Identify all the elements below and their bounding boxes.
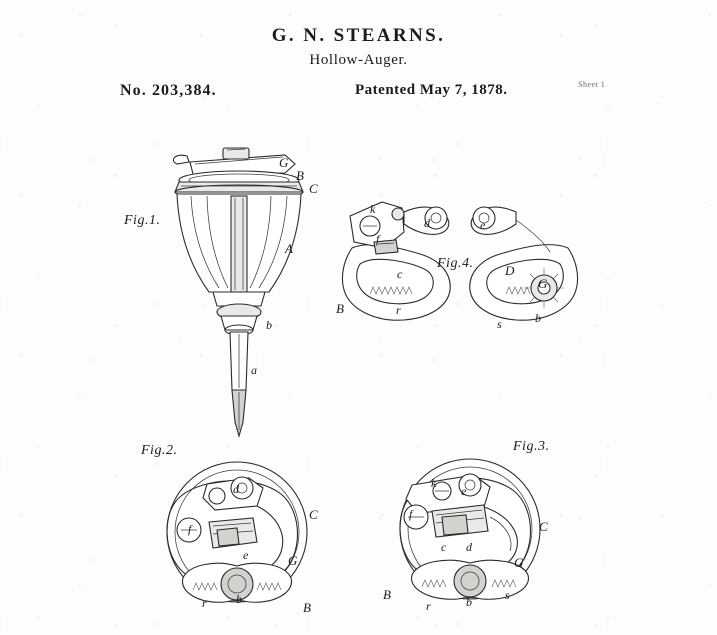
callout-fig4-k: k bbox=[370, 202, 376, 216]
callout-fig4-f: f bbox=[376, 232, 380, 246]
callout-fig3-k: k bbox=[431, 476, 437, 490]
callout-fig2-b: b bbox=[236, 592, 242, 606]
callout-fig3-f: f bbox=[409, 507, 413, 521]
callout-fig2-e: e bbox=[243, 548, 249, 562]
callout-fig4-s: s bbox=[497, 317, 502, 331]
callout-fig4-e: e bbox=[480, 218, 486, 232]
figure-3-drawing bbox=[378, 455, 568, 630]
callout-fig1-G: G bbox=[279, 155, 289, 170]
callout-fig2-f: f bbox=[188, 522, 192, 536]
callout-fig1-B: B bbox=[296, 168, 304, 183]
callout-fig3-B: B bbox=[383, 587, 391, 602]
figure-4-label: Fig.4. bbox=[437, 256, 474, 271]
callout-fig4-b: b bbox=[535, 311, 541, 325]
callout-fig1-b: b bbox=[266, 318, 272, 332]
callout-fig3-c: c bbox=[441, 540, 447, 554]
figure-3-label: Fig.3. bbox=[513, 439, 550, 454]
callout-fig2-d: d bbox=[233, 482, 239, 496]
callout-fig4-c: c bbox=[397, 267, 403, 281]
callout-fig4-G: G bbox=[538, 276, 548, 291]
inventor-name: G. N. STEARNS. bbox=[271, 25, 446, 46]
callout-fig1-a: a bbox=[251, 363, 257, 377]
callout-fig3-r: r bbox=[426, 599, 431, 613]
callout-fig4-d: d bbox=[424, 216, 430, 230]
callout-fig1-A: A bbox=[285, 241, 293, 256]
callout-fig2-G: G bbox=[288, 553, 298, 568]
callout-fig2-B: B bbox=[303, 600, 311, 615]
callout-fig3-d: d bbox=[466, 540, 472, 554]
figure-1-label: Fig.1. bbox=[124, 213, 161, 228]
patent-number: No. 203,384. bbox=[120, 82, 217, 99]
callout-fig2-r: r bbox=[202, 596, 207, 610]
callout-fig1-C: C bbox=[309, 181, 318, 196]
sheet-mark: Sheet 1 bbox=[578, 80, 606, 89]
figure-2-label: Fig.2. bbox=[141, 443, 178, 458]
callout-fig3-C: C bbox=[539, 519, 548, 534]
callout-fig4-r: r bbox=[396, 303, 401, 317]
callout-fig4-B: B bbox=[336, 301, 344, 316]
callout-fig3-b: b bbox=[466, 595, 472, 609]
callout-fig4-D: D bbox=[505, 263, 515, 278]
figure-1-drawing bbox=[135, 140, 355, 450]
invention-title: Hollow-Auger. bbox=[309, 52, 408, 68]
patent-date: Patented May 7, 1878. bbox=[355, 82, 508, 98]
callout-fig3-e: e bbox=[461, 484, 467, 498]
callout-fig2-C: C bbox=[309, 507, 318, 522]
callout-fig3-s: s bbox=[505, 588, 510, 602]
callout-fig3-G: G bbox=[514, 555, 524, 570]
